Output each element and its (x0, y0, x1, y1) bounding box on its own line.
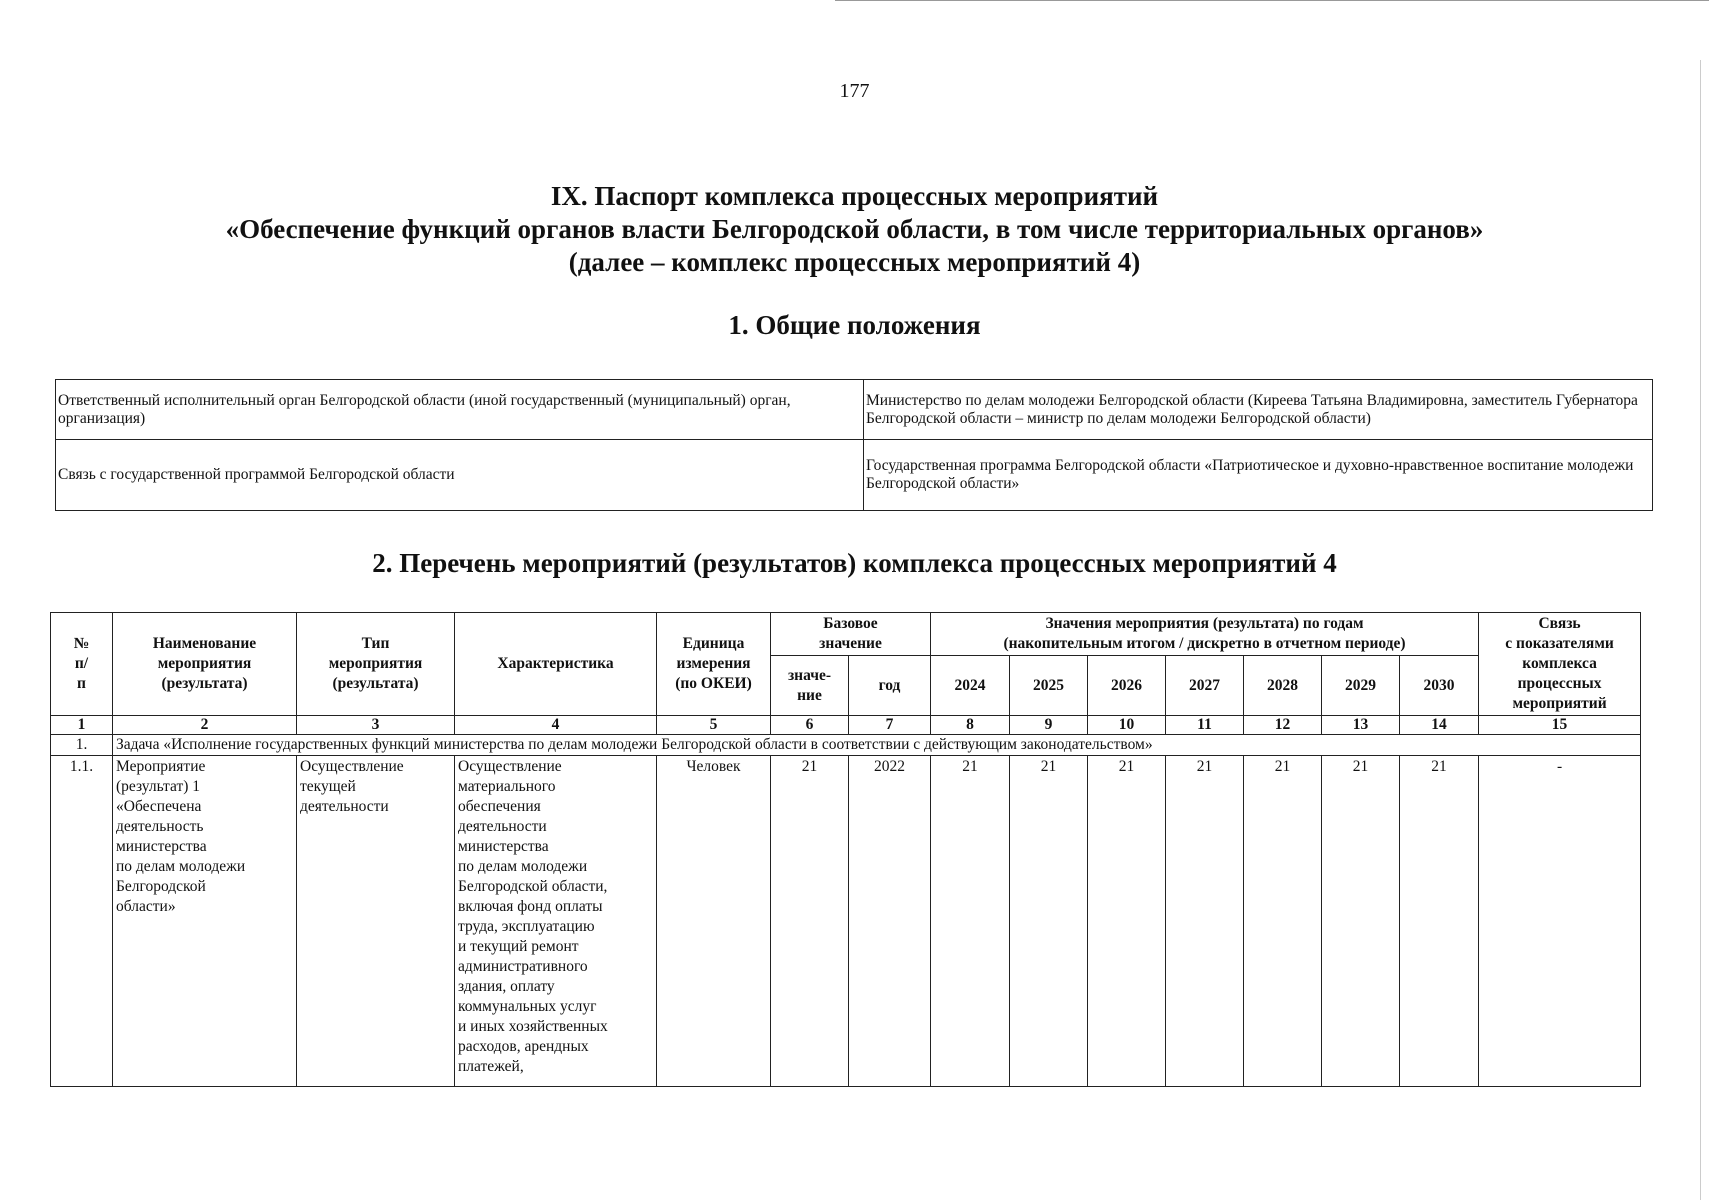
scan-edge-line (835, 0, 1709, 1)
title-line-2: «Обеспечение функций органов власти Белгородской области, в том числе территориальных органов» (225, 214, 1484, 244)
task-row (51, 735, 1641, 756)
title-line-1: IX. Паспорт комплекса процессных мероприятий (550, 181, 1159, 211)
col-header-type: Тип мероприятия (результата) (297, 613, 455, 716)
column-number: 8 (931, 716, 1010, 735)
title-line-3: (далее – комплекс процессных мероприятий 4) (568, 247, 1141, 277)
col-header-year: 2029 (1322, 656, 1400, 716)
section-1-heading: 1. Общие положения (728, 310, 981, 340)
col-header-year: 2027 (1166, 656, 1244, 716)
measure-characteristic: Осуществление материального обеспечения деятельности министерства по делам молодежи Белгородской области, включая фонд оплаты труда, эксплуатацию и текущий ремонт административного здания, оплату коммунальных услуг и иных хозяйственных расходов, арендных платежей, (455, 756, 657, 1087)
base-year: 2022 (849, 756, 931, 1087)
table-row (51, 756, 1641, 1087)
year-value: 21 (931, 756, 1010, 1087)
col-header-name: Наименование мероприятия (результата) (113, 613, 297, 716)
col-header-years-group: Значения мероприятия (результата) по годам (накопительным итогом / дискретно в отчетном периоде) (931, 613, 1479, 656)
column-number: 13 (1322, 716, 1400, 735)
link-value: - (1479, 756, 1641, 1087)
header-row (51, 613, 1641, 656)
responsible-body-label: Ответственный исполнительный орган Белгородской области (иной государственный (муниципальный) орган, организация) (56, 380, 864, 440)
column-number: 10 (1088, 716, 1166, 735)
document-title (0, 180, 1709, 279)
task-number: 1. (51, 735, 113, 756)
col-header-base-year: год (849, 656, 931, 716)
col-header-unit: Единица измерения (по ОКЕИ) (657, 613, 771, 716)
row-number: 1.1. (51, 756, 113, 1087)
year-value: 21 (1244, 756, 1322, 1087)
col-header-year: 2030 (1400, 656, 1479, 716)
task-text: Задача «Исполнение государственных функций министерства по делам молодежи Белгородской области в соответствии с действующим законодательством» (113, 735, 1641, 756)
page-number: 177 (839, 80, 870, 102)
section-2-heading: 2. Перечень мероприятий (результатов) комплекса процессных мероприятий 4 (372, 548, 1337, 578)
col-header-num: № п/ п (51, 613, 113, 716)
column-number: 15 (1479, 716, 1641, 735)
table-row (56, 440, 1653, 511)
col-header-base-value: значе- ние (771, 656, 849, 716)
column-number: 11 (1166, 716, 1244, 735)
column-number: 5 (657, 716, 771, 735)
col-header-characteristic: Характеристика (455, 613, 657, 716)
measure-type: Осуществление текущей деятельности (297, 756, 455, 1087)
col-header-link: Связь с показателями комплекса процессных мероприятий (1479, 613, 1641, 716)
program-link-value: Государственная программа Белгородской области «Патриотическое и духовно-нравственное воспитание молодежи Белгородской области» (864, 440, 1653, 511)
col-header-base: Базовое значение (771, 613, 931, 656)
base-value: 21 (771, 756, 849, 1087)
col-header-year: 2025 (1010, 656, 1088, 716)
measure-name: Мероприятие (результат) 1 «Обеспечена деятельность министерства по делам молодежи Белгородской области» (113, 756, 297, 1087)
year-value: 21 (1088, 756, 1166, 1087)
column-number: 9 (1010, 716, 1088, 735)
program-link-label: Связь с государственной программой Белгородской области (56, 440, 864, 511)
column-number-row (51, 716, 1641, 735)
general-provisions-table (55, 379, 1653, 511)
col-header-year: 2024 (931, 656, 1010, 716)
table-row (56, 380, 1653, 440)
column-number: 7 (849, 716, 931, 735)
column-number: 3 (297, 716, 455, 735)
column-number: 6 (771, 716, 849, 735)
year-value: 21 (1400, 756, 1479, 1087)
col-header-year: 2026 (1088, 656, 1166, 716)
column-number: 14 (1400, 716, 1479, 735)
year-value: 21 (1322, 756, 1400, 1087)
column-number: 2 (113, 716, 297, 735)
col-header-year: 2028 (1244, 656, 1322, 716)
column-number: 4 (455, 716, 657, 735)
column-number: 1 (51, 716, 113, 735)
measures-table (50, 612, 1641, 1087)
measure-unit: Человек (657, 756, 771, 1087)
responsible-body-value: Министерство по делам молодежи Белгородской области (Киреева Татьяна Владимировна, заместитель Губернатора Белгородской области – министр по делам молодежи Белгородской области) (864, 380, 1653, 440)
column-number: 12 (1244, 716, 1322, 735)
year-value: 21 (1010, 756, 1088, 1087)
year-value: 21 (1166, 756, 1244, 1087)
